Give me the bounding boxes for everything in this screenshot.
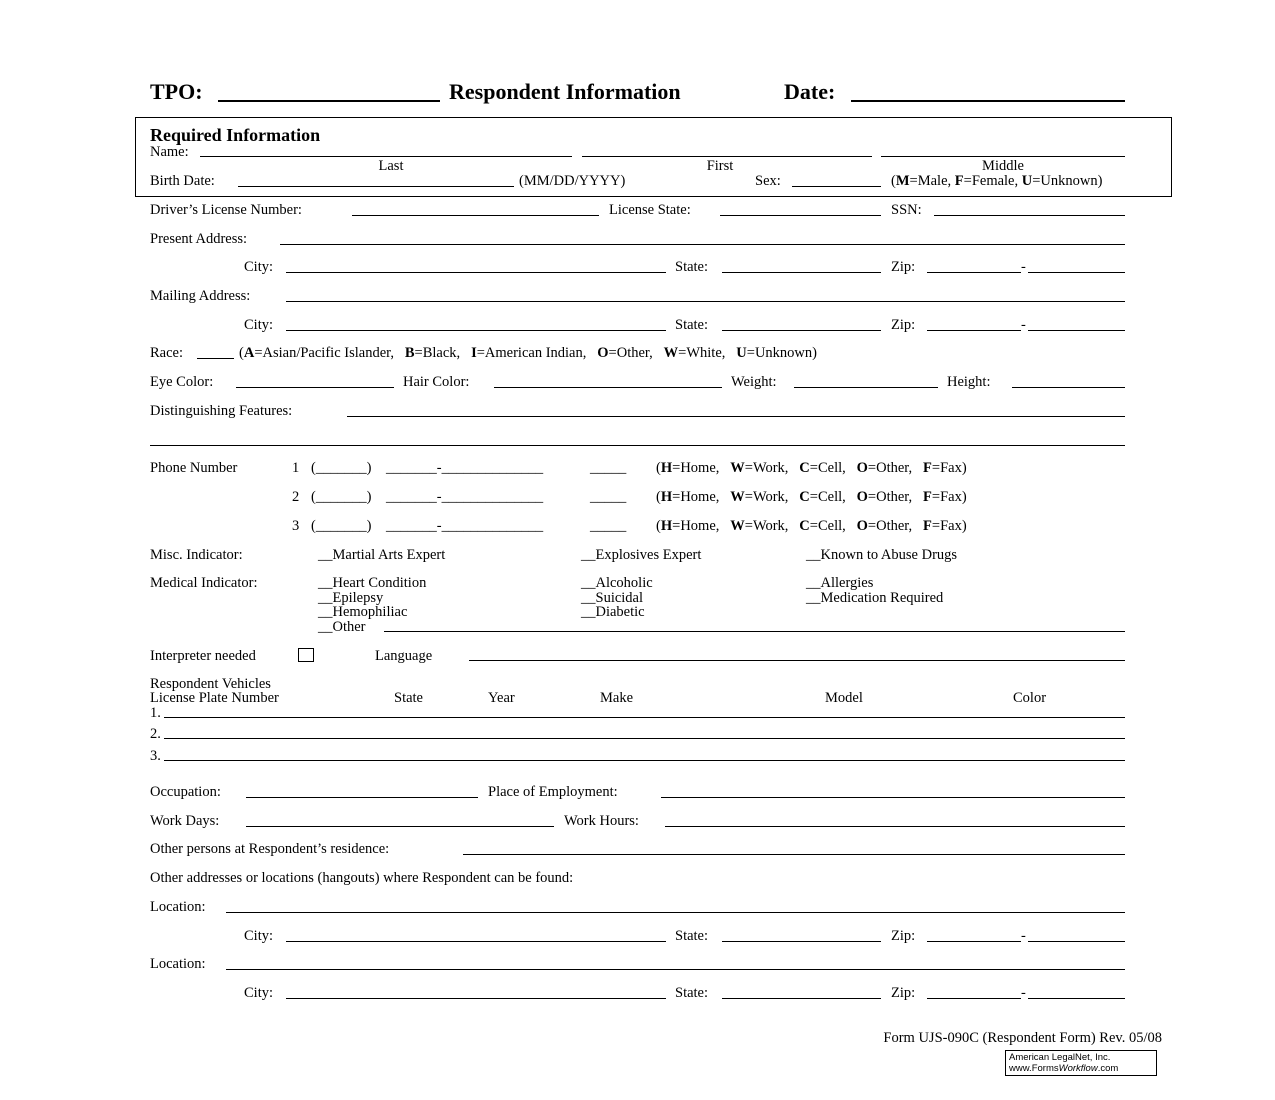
phone-number-field[interactable]: _______-______________ — [386, 489, 544, 505]
zip-label: Zip: — [891, 317, 916, 333]
zip4-field[interactable] — [1028, 998, 1125, 999]
tpo-label: TPO: — [150, 79, 203, 104]
zip4-field[interactable] — [1028, 272, 1125, 273]
sex-label: Sex: — [755, 173, 781, 189]
phone-area-field[interactable]: (_______) — [311, 518, 372, 534]
location-field[interactable] — [226, 912, 1125, 913]
state-label: State: — [675, 985, 709, 1001]
medical-other-field[interactable] — [384, 631, 1125, 632]
vehicle-row-num: 2. — [150, 726, 161, 742]
zip-dash: - — [1021, 928, 1026, 944]
birth-date-label: Birth Date: — [150, 173, 215, 189]
eye-color-field[interactable] — [236, 387, 394, 388]
zip-label: Zip: — [891, 928, 916, 944]
work-days-field[interactable] — [246, 826, 554, 827]
first-name-field[interactable] — [582, 156, 872, 157]
vehicles-title: Respondent Vehicles — [150, 676, 271, 692]
language-label: Language — [375, 648, 433, 664]
other-persons-label: Other persons at Respondent’s residence: — [150, 841, 390, 857]
dl-label: Driver’s License Number: — [150, 202, 302, 218]
eye-color-label: Eye Color: — [150, 374, 214, 390]
state-field[interactable] — [722, 272, 881, 273]
medical-allergies[interactable]: __Allergies — [806, 575, 874, 591]
col-license-plate: License Plate Number — [150, 690, 279, 706]
weight-label: Weight: — [731, 374, 777, 390]
interpreter-label: Interpreter needed — [150, 648, 256, 664]
other-persons-field[interactable] — [463, 854, 1125, 855]
page-title: Respondent Information — [449, 79, 681, 104]
mailing-address-field[interactable] — [286, 301, 1125, 302]
phone-label: Phone Number — [150, 460, 238, 476]
occupation-label: Occupation: — [150, 784, 221, 800]
date-field[interactable] — [851, 100, 1125, 102]
col-model: Model — [825, 690, 863, 706]
features-field-line2[interactable] — [150, 445, 1125, 446]
state-field[interactable] — [722, 941, 881, 942]
race-label: Race: — [150, 345, 184, 361]
ssn-label: SSN: — [891, 202, 922, 218]
date-label: Date: — [784, 79, 836, 104]
language-field[interactable] — [469, 660, 1125, 661]
occupation-field[interactable] — [246, 797, 478, 798]
zip-label: Zip: — [891, 985, 916, 1001]
city-label: City: — [244, 985, 274, 1001]
work-hours-field[interactable] — [665, 826, 1125, 827]
vehicle-row-field[interactable] — [164, 760, 1125, 761]
zip-dash: - — [1021, 259, 1026, 275]
zip-field[interactable] — [927, 272, 1021, 273]
logo-company: American LegalNet, Inc. — [1009, 1052, 1111, 1063]
features-field[interactable] — [347, 416, 1125, 417]
interpreter-checkbox[interactable] — [298, 648, 314, 662]
zip-dash: - — [1021, 317, 1026, 333]
phone-row-num: 2 — [292, 489, 300, 505]
state-label: State: — [675, 317, 709, 333]
zip4-field[interactable] — [1028, 941, 1125, 942]
phone-row-num: 3 — [292, 518, 300, 534]
birth-date-format: (MM/DD/YYYY) — [519, 173, 626, 189]
vehicle-row-field[interactable] — [164, 738, 1125, 739]
work-days-label: Work Days: — [150, 813, 220, 829]
zip-field[interactable] — [927, 998, 1021, 999]
hair-color-field[interactable] — [494, 387, 722, 388]
medical-epilepsy[interactable]: __Epilepsy — [318, 590, 384, 606]
city-field[interactable] — [286, 998, 666, 999]
col-make: Make — [600, 690, 634, 706]
medical-indicator-label: Medical Indicator: — [150, 575, 258, 591]
zip4-field[interactable] — [1028, 330, 1125, 331]
ssn-field[interactable] — [934, 215, 1125, 216]
license-state-field[interactable] — [720, 215, 881, 216]
city-field[interactable] — [286, 941, 666, 942]
last-name-field[interactable] — [200, 156, 572, 157]
middle-caption: Middle — [982, 158, 1024, 174]
race-codes: (A=Asian/Pacific Islander, B=Black, I=American Indian, O=Other, W=White, U=Unknown) — [239, 345, 817, 361]
phone-area-field[interactable]: (_______) — [311, 460, 372, 476]
middle-name-field[interactable] — [881, 156, 1125, 157]
dl-field[interactable] — [352, 215, 599, 216]
misc-indicator-label: Misc. Indicator: — [150, 547, 243, 563]
work-hours-label: Work Hours: — [564, 813, 639, 829]
misc-martial-arts[interactable]: __Martial Arts Expert — [318, 547, 446, 563]
col-color: Color — [1013, 690, 1047, 706]
state-field[interactable] — [722, 998, 881, 999]
form-id: Form UJS-090C (Respondent Form) Rev. 05/08 — [883, 1030, 1162, 1046]
height-label: Height: — [947, 374, 991, 390]
phone-row-num: 1 — [292, 460, 300, 476]
hair-color-label: Hair Color: — [403, 374, 470, 390]
zip-field[interactable] — [927, 941, 1021, 942]
location-label: Location: — [150, 899, 206, 915]
city-field[interactable] — [286, 272, 666, 273]
tpo-field[interactable] — [218, 100, 440, 102]
zip-field[interactable] — [927, 330, 1021, 331]
city-label: City: — [244, 317, 274, 333]
phone-type-codes: (H=Home, W=Work, C=Cell, O=Other, F=Fax) — [656, 460, 967, 476]
sex-codes: (M=Male, F=Female, U=Unknown) — [891, 173, 1103, 189]
required-heading: Required Information — [150, 125, 321, 145]
height-field[interactable] — [1012, 387, 1125, 388]
employer-field[interactable] — [661, 797, 1125, 798]
present-address-field[interactable] — [280, 244, 1125, 245]
first-caption: First — [706, 158, 734, 174]
col-year: Year — [488, 690, 515, 706]
phone-type-field[interactable]: _____ — [590, 489, 627, 505]
phone-area-field[interactable]: (_______) — [311, 489, 372, 505]
last-caption: Last — [378, 158, 404, 174]
logo-url: www.FormsWorkflow.com — [1009, 1063, 1119, 1074]
misc-drugs[interactable]: __Known to Abuse Drugs — [806, 547, 958, 563]
features-label: Distinguishing Features: — [150, 403, 293, 419]
name-label: Name: — [150, 144, 189, 160]
sex-field[interactable] — [792, 186, 881, 187]
phone-type-codes: (H=Home, W=Work, C=Cell, O=Other, F=Fax) — [656, 489, 967, 505]
phone-type-codes: (H=Home, W=Work, C=Cell, O=Other, F=Fax) — [656, 518, 967, 534]
misc-explosives[interactable]: __Explosives Expert — [581, 547, 702, 563]
zip-dash: - — [1021, 985, 1026, 1001]
medical-heart[interactable]: __Heart Condition — [318, 575, 427, 591]
race-field[interactable] — [197, 358, 234, 359]
medical-hemophiliac[interactable]: __Hemophiliac — [318, 604, 408, 620]
phone-number-field[interactable]: _______-______________ — [386, 460, 544, 476]
present-address-label: Present Address: — [150, 231, 248, 247]
publisher-logo — [1005, 1050, 1157, 1076]
medical-diabetic[interactable]: __Diabetic — [581, 604, 645, 620]
phone-number-field[interactable]: _______-______________ — [386, 518, 544, 534]
other-addresses-label: Other addresses or locations (hangouts) where Respondent can be found: — [150, 870, 574, 886]
city-field[interactable] — [286, 330, 666, 331]
mailing-address-label: Mailing Address: — [150, 288, 251, 304]
vehicle-row-field[interactable] — [164, 717, 1125, 718]
license-state-label: License State: — [609, 202, 691, 218]
medical-medication[interactable]: __Medication Required — [806, 590, 944, 606]
location-field[interactable] — [226, 969, 1125, 970]
birth-date-field[interactable] — [238, 186, 514, 187]
city-label: City: — [244, 928, 274, 944]
location-label: Location: — [150, 956, 206, 972]
phone-type-field[interactable]: _____ — [590, 518, 627, 534]
state-label: State: — [675, 928, 709, 944]
vehicle-row-num: 3. — [150, 748, 161, 764]
employer-label: Place of Employment: — [488, 784, 618, 800]
phone-type-field[interactable]: _____ — [590, 460, 627, 476]
weight-field[interactable] — [794, 387, 938, 388]
medical-suicidal[interactable]: __Suicidal — [581, 590, 644, 606]
city-label: City: — [244, 259, 274, 275]
medical-alcoholic[interactable]: __Alcoholic — [581, 575, 653, 591]
zip-label: Zip: — [891, 259, 916, 275]
state-field[interactable] — [722, 330, 881, 331]
medical-other[interactable]: __Other — [318, 619, 366, 635]
state-label: State: — [675, 259, 709, 275]
col-state: State — [394, 690, 423, 706]
vehicle-row-num: 1. — [150, 705, 161, 721]
